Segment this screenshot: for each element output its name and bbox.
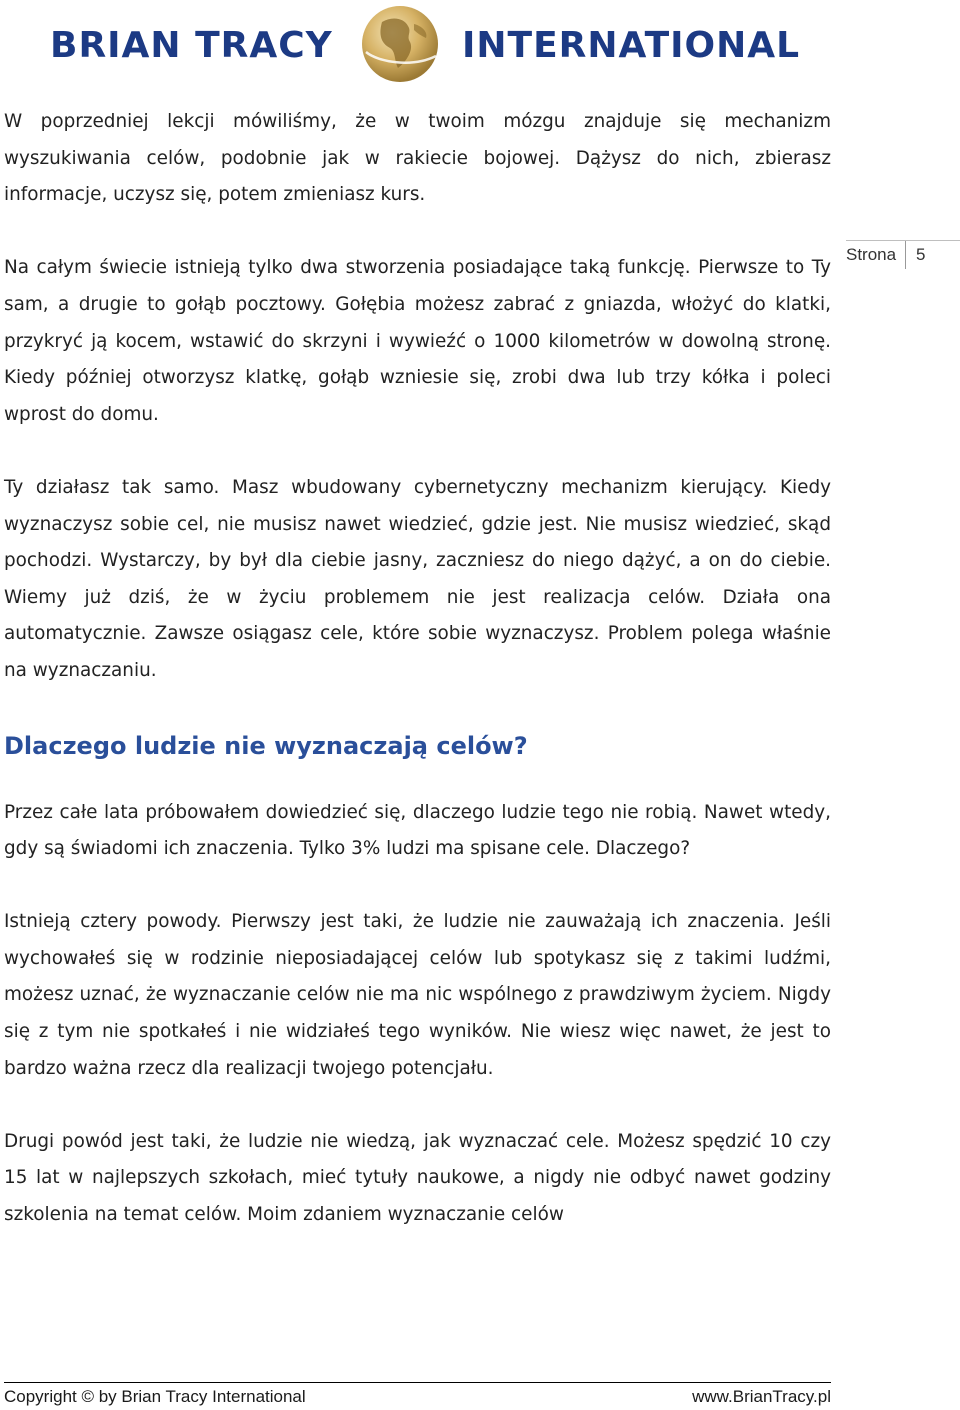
paragraph: Istnieją cztery powody. Pierwszy jest taki, że ludzie nie zauważają ich znaczenia. Jeśli wychowałeś się w rodzinie nieposiadającej celów lub spotykasz się z takimi ludźmi, możesz uznać, że wyznaczanie celów nie ma nic wspólnego z prawdziwym życiem. Nigdy się z tym nie spotkałeś i nie widziałeś tego wyników. Nie wiesz więc nawet, że jest to bardzo ważna rzecz dla realizacji twojego potencjału. xyxy=(4,911,831,1079)
logo-text-right: INTERNATIONAL xyxy=(462,25,801,66)
paragraph: Ty działasz tak samo. Masz wbudowany cybernetyczny mechanizm kierujący. Kiedy wyznaczysz sobie cel, nie musisz nawet wiedzieć, gdzie jest. Nie musisz wiedzieć, skąd pochodzi. Wystarczy, by był dla ciebie jasny, zaczniesz do niego dążyć, a on do ciebie. Wiemy już dziś, że w życiu problemem nie jest realizacja celów. Działa ona automatycznie. Zawsze osiągasz cele, które sobie wyznaczysz. Problem polega właśnie na wyznaczaniu. xyxy=(4,476,831,681)
logo-text-left: BRIAN TRACY xyxy=(50,25,333,66)
paragraph: Drugi powód jest taki, że ludzie nie wiedzą, jak wyznaczać cele. Możesz spędzić 10 czy 15 lat w najlepszych szkołach, mieć tytuły naukowe, a nigdy nie odbyć nawet godziny szkolenia na temat celów. Moim zdaniem wyznaczanie celów xyxy=(4,1130,831,1226)
page-number: 5 xyxy=(916,245,926,264)
footer-website-link[interactable]: www.BrianTracy.pl xyxy=(692,1387,831,1406)
page-number-marker xyxy=(846,240,960,271)
footer-copyright: Copyright © by Brian Tracy International xyxy=(4,1387,306,1406)
paragraph: Przez całe lata próbowałem dowiedzieć się, dlaczego ludzie tego nie robią. Nawet wtedy, gdy są świadomi ich znaczenia. Tylko 3% ludzi ma spisane cele. Dlaczego? xyxy=(4,801,831,860)
section-heading: Dlaczego ludzie nie wyznaczają celów? xyxy=(4,731,528,760)
paragraph: W poprzedniej lekcji mówiliśmy, że w twoim mózgu znajduje się mechanizm wyszukiwania celów, podobnie jak w rakiecie bojowej. Dążysz do nich, zbierasz informacje, uczysz się, potem zmieniasz kurs. xyxy=(4,111,831,206)
page-label: Strona xyxy=(846,245,897,264)
document-body xyxy=(4,104,831,1234)
document-footer xyxy=(4,1382,831,1410)
globe-logo-icon xyxy=(352,2,448,84)
document-header xyxy=(0,0,960,90)
page-marker-divider xyxy=(905,241,906,269)
paragraph: Na całym świecie istnieją tylko dwa stworzenia posiadające taką funkcję. Pierwsze to Ty sam, a drugie to gołąb pocztowy. Gołębia możesz zabrać z gniazda, włożyć do klatki, przykryć ją kocem, wstawić do skrzyni i wywieźć o 1000 kilometrów w dowolną stronę. Kiedy później otworzysz klatkę, gołąb wzniesie się, zrobi dwa lub trzy kółka i poleci wprost do domu. xyxy=(4,257,831,425)
